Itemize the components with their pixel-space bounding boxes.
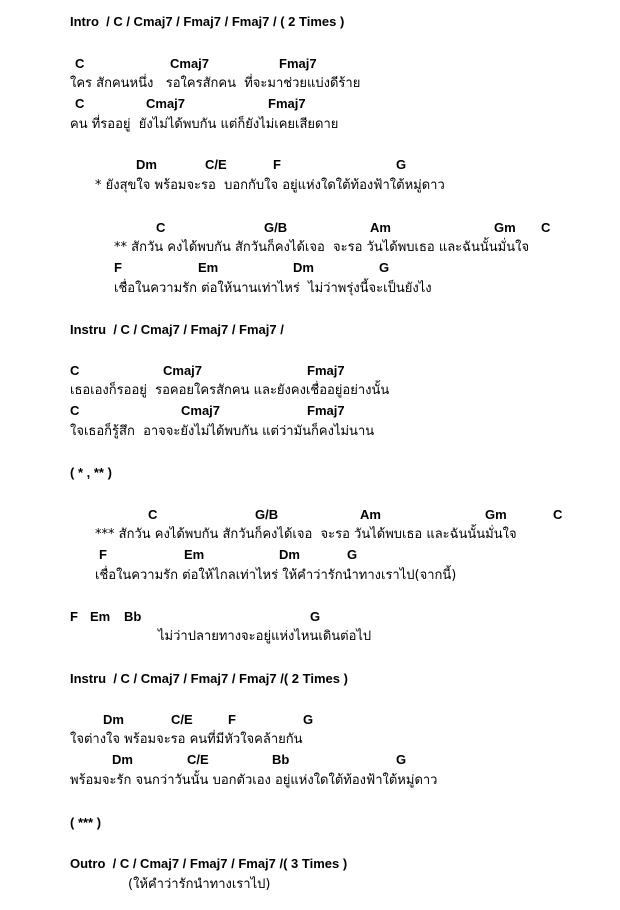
chord: Bb [124,609,142,624]
chord: Cmaj7 [146,96,186,111]
lyric-line: *** สักวัน คงได้พบกัน สักวันก็คงได้เจอ จะรอ วันได้พบเธอ และฉันนั้นมั่นใจ [95,527,517,542]
chord: G [347,547,358,562]
outro-line: Outro / C / Cmaj7 / Fmaj7 / Fmaj7 /( 3 Times ) [70,856,348,871]
chord: Dm [112,752,133,767]
lyric-line: เชื่อในความรัก ต่อให้นานเท่าไหร่ ไม่ว่าพรุ่งนี้จะเป็นยังไง [114,281,432,296]
chord: Gm [494,220,516,235]
chord: Bb [272,752,290,767]
chord: Am [370,220,391,235]
lyric-line: ** สักวัน คงได้พบกัน สักวันก็คงได้เจอ จะรอ วันได้พบเธอ และฉันนั้นมั่นใจ [114,240,530,255]
chord: C [148,507,158,522]
lyric-line: ใจต่างใจ พร้อมจะรอ คนที่มีหัวใจคล้ายกัน [70,732,303,747]
chord: Cmaj7 [181,403,221,418]
chord: Gm [485,507,507,522]
repeat-marker: ( *** ) [70,815,102,830]
chord: C/E [187,752,209,767]
chord: Em [90,609,111,624]
lyric-line: เธอเองก็รออยู่ รอคอยใครสักคน และยังคงเชื่ออยู่อย่างนั้น [70,383,390,398]
chord: C [70,403,80,418]
chord: Cmaj7 [163,363,203,378]
lyric-line: * ยังสุขใจ พร้อมจะรอ บอกกับใจ อยู่แห่งใดใต้ท้องฟ้าใต้หมู่ดาว [95,178,445,193]
lyric-line: พร้อมจะรัก จนกว่าวันนั้น บอกตัวเอง อยู่แห่งใดใต้ท้องฟ้าใต้หมู่ดาว [70,773,438,788]
instru-line: Instru / C / Cmaj7 / Fmaj7 / Fmaj7 / [70,322,284,337]
chord: G/B [255,507,279,522]
chord: C/E [171,712,193,727]
chord: F [228,712,236,727]
chord: C [553,507,563,522]
chord: G [396,157,407,172]
repeat-marker: ( * , ** ) [70,465,112,480]
chord: Em [198,260,219,275]
lyric-line: ใคร สักคนหนึ่ง รอใครสักคน ที่จะมาช่วยแบ่งดีร้าย [70,76,361,91]
lyric-line: ใจเธอก็รู้สึก อาจจะยังไม่ได้พบกัน แต่ว่ามันก็คงไม่นาน [70,424,375,439]
instru-line: Instru / C / Cmaj7 / Fmaj7 / Fmaj7 /( 2 Times ) [70,671,348,686]
chord: Dm [136,157,157,172]
chord: C [75,56,85,71]
chord: Fmaj7 [307,363,345,378]
chord: Dm [279,547,300,562]
chord: F [70,609,78,624]
chord: Fmaj7 [279,56,317,71]
chord: G [396,752,407,767]
chord: C [70,363,80,378]
chord: G [303,712,314,727]
outro-lyric: (ให้คำว่ารักนำทางเราไป) [128,877,271,892]
chord: F [114,260,122,275]
chord: Am [360,507,381,522]
lyric-line: คน ที่รออยู่ ยังไม่ได้พบกัน แต่ก็ยังไม่เคยเสียดาย [70,117,339,132]
chord: C [75,96,85,111]
intro-line: Intro / C / Cmaj7 / Fmaj7 / Fmaj7 / ( 2 Times ) [70,14,345,29]
chord: Dm [103,712,124,727]
chord: C [541,220,551,235]
chord: Dm [293,260,314,275]
chord: Fmaj7 [268,96,306,111]
chord: G/B [264,220,288,235]
chord: C [156,220,166,235]
chord: Fmaj7 [307,403,345,418]
lyric-line: ไม่ว่าปลายทางจะอยู่แห่งไหนเดินต่อไป [158,629,372,644]
chord: F [273,157,281,172]
chord: Em [184,547,205,562]
chord: Cmaj7 [170,56,210,71]
chord: G [379,260,390,275]
chord: C/E [205,157,227,172]
lyric-line: เชื่อในความรัก ต่อให้ไกลเท่าไหร่ ให้คำว่ารักนำทางเราไป(จากนี้) [95,568,457,583]
chord: F [99,547,107,562]
chord: G [310,609,321,624]
